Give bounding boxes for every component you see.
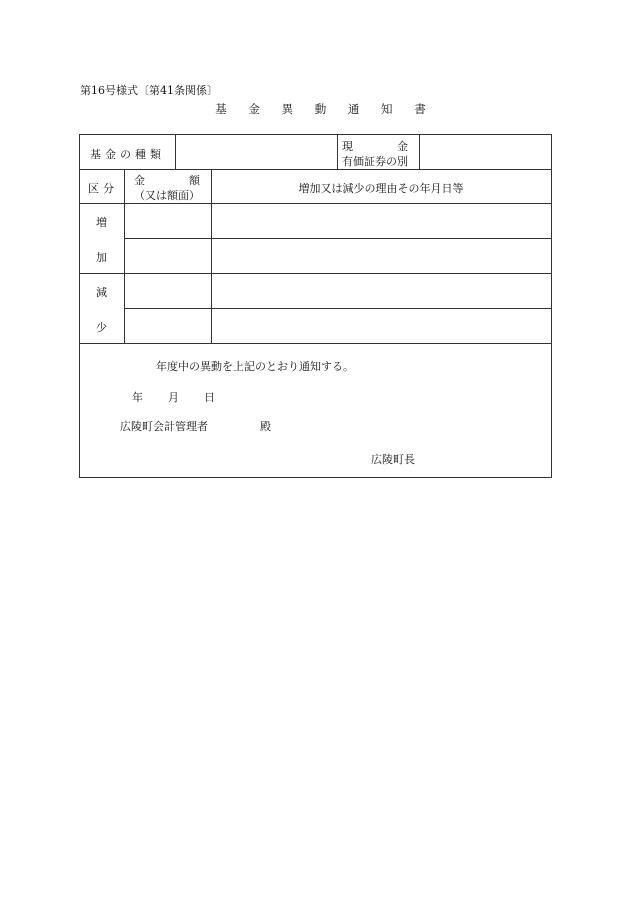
- reason-label: 増加又は減少の理由その年月日等: [298, 182, 464, 195]
- addressee-label: 広陵町会計管理者: [120, 420, 208, 433]
- notice-form-table: [79, 134, 552, 478]
- honorific-label: 殿: [260, 420, 271, 433]
- increase-label-char: 増: [96, 216, 107, 229]
- amount-sublabel: （又は額面）: [134, 189, 200, 202]
- increase-reason-cell: [212, 239, 550, 272]
- increase-label-char: 加: [96, 251, 107, 264]
- date-month-label: 月: [168, 391, 179, 404]
- row-divider: [80, 169, 551, 170]
- document-title: 基 金 異 動 通 知 書: [215, 102, 435, 116]
- cash-label: 現 金: [342, 140, 408, 153]
- form-number-label: 第16号様式〔第41条関係〕: [80, 84, 218, 97]
- column-divider: [337, 135, 338, 169]
- decrease-reason-cell: [212, 309, 550, 342]
- increase-reason-cell: [212, 204, 550, 237]
- category-label: 区分: [88, 182, 118, 195]
- cash-securities-value-cell: [420, 136, 550, 168]
- fund-type-value-cell: [176, 136, 336, 168]
- date-year-label: 年: [132, 391, 143, 404]
- sender-label: 広陵町長: [371, 453, 415, 466]
- row-divider: [80, 343, 551, 344]
- securities-label: 有価証券の別: [342, 155, 408, 168]
- decrease-amount-cell: [125, 309, 210, 342]
- decrease-label-char: 少: [96, 321, 107, 334]
- decrease-label-char: 減: [96, 286, 107, 299]
- notice-text: 年度中の異動を上記のとおり通知する。: [156, 360, 354, 373]
- decrease-amount-cell: [125, 274, 210, 307]
- decrease-reason-cell: [212, 274, 550, 307]
- increase-amount-cell: [125, 239, 210, 272]
- fund-type-label: 基金の種類: [90, 148, 165, 161]
- increase-amount-cell: [125, 204, 210, 237]
- date-day-label: 日: [204, 391, 215, 404]
- amount-label: 金 額: [134, 174, 200, 187]
